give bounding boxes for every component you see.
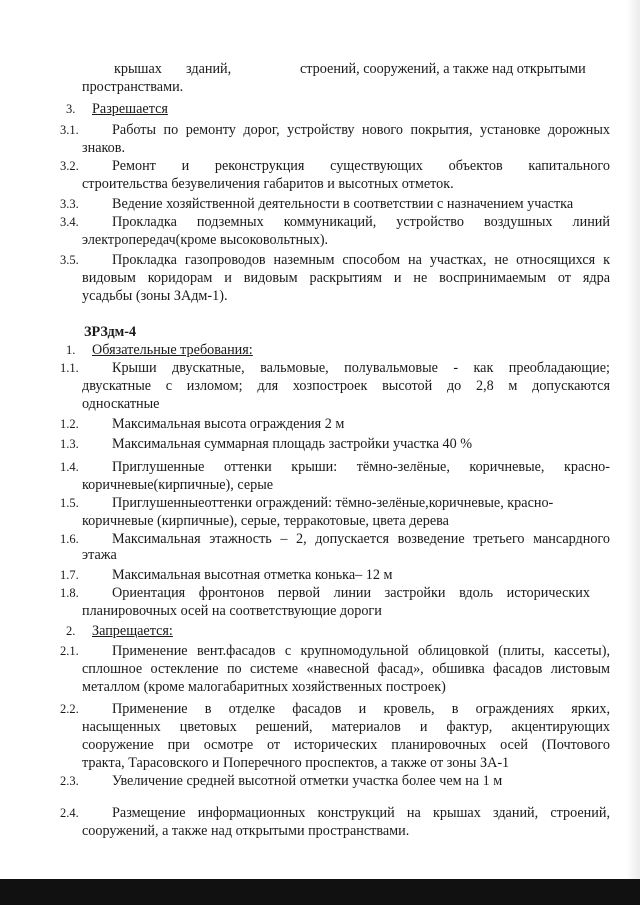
item-line: Размещение информационных конструкций на крышах зданий, строений, bbox=[112, 805, 610, 821]
item-line: сооружение при осмотре от исторических планировочных осей (Почтового bbox=[82, 737, 610, 753]
item-number: 2.2. bbox=[60, 702, 79, 716]
section-number: 1. bbox=[66, 343, 76, 357]
item-number: 1.7. bbox=[60, 568, 79, 582]
item-number: 3.4. bbox=[60, 215, 79, 229]
item-line: Применение вент.фасадов с крупномодульной облицовкой (плиты, кассеты), bbox=[112, 643, 610, 659]
item-number: 2.3. bbox=[60, 774, 79, 788]
intro-word-1: крышах bbox=[114, 61, 162, 77]
scan-bottom-border bbox=[0, 879, 640, 905]
zone-heading: ЗРЗдм-4 bbox=[84, 324, 137, 340]
item-line: электропередач(кроме высоковольтных). bbox=[82, 232, 329, 248]
item-line: Максимальная этажность – 2, допускается возведение третьего мансардного bbox=[112, 531, 610, 547]
section-title-prohibited: Запрещается: bbox=[92, 623, 173, 639]
item-line: односкатные bbox=[82, 396, 160, 412]
item-line: Приглушенные оттенки крыши: тёмно-зелёные, коричневые, красно- bbox=[112, 459, 610, 475]
item-line: металлом (кроме малогабаритных хозяйственных построек) bbox=[82, 679, 446, 695]
item-line: усадьбы (зоны ЗАдм-1). bbox=[82, 288, 228, 304]
item-number: 1.5. bbox=[60, 496, 79, 510]
section-title-permitted: Разрешается bbox=[92, 101, 168, 117]
item-line: Ориентация фронтонов первой линии застройки вдоль исторических bbox=[112, 585, 590, 601]
item-line: Крыши двускатные, вальмовые, полувальмовые - как преобладающие; bbox=[112, 360, 610, 376]
item-line: Применение в отделке фасадов и кровель, в ограждениях ярких, bbox=[112, 701, 610, 717]
item-line: строительства безувеличения габаритов и высотных отметок. bbox=[82, 176, 454, 192]
item-number: 1.6. bbox=[60, 532, 79, 546]
item-line: насыщенных цветовых решений, материалов и фактур, акцентирующих bbox=[82, 719, 610, 735]
section-title-requirements: Обязательные требования: bbox=[92, 342, 253, 358]
section-number: 3. bbox=[66, 102, 76, 116]
item-line: Максимальная суммарная площадь застройки участка 40 % bbox=[112, 436, 473, 452]
item-line: сплошное остекление по системе «навесной фасад», обшивка фасадов листовым bbox=[82, 661, 610, 677]
intro-word-3: строений, сооружений, а также над открытыми bbox=[300, 61, 586, 77]
item-line: видовым коридорам и видовым раскрытиям и не воспринимаемым от ядра bbox=[82, 270, 610, 286]
item-line: сооружений, а также над открытыми пространствами. bbox=[82, 823, 410, 839]
item-number: 1.3. bbox=[60, 437, 79, 451]
item-line: коричневые(кирпичные), серые bbox=[82, 477, 274, 493]
item-line: Ведение хозяйственной деятельности в соответствии с назначением участка bbox=[112, 196, 574, 212]
intro-word-2: зданий, bbox=[186, 61, 232, 77]
intro-line-2: пространствами. bbox=[82, 79, 184, 95]
item-number: 1.8. bbox=[60, 586, 79, 600]
item-line: Максимальная высотная отметка конька– 12 м bbox=[112, 567, 393, 583]
item-line: планировочных осей на соответствующие дороги bbox=[82, 603, 382, 619]
item-line: тракта, Тарасовского и Поперечного проспектов, а также от зоны ЗА-1 bbox=[82, 755, 510, 771]
item-number: 3.5. bbox=[60, 253, 79, 267]
item-line: этажа bbox=[82, 547, 117, 563]
item-number: 3.3. bbox=[60, 197, 79, 211]
item-number: 1.4. bbox=[60, 460, 79, 474]
scan-edge-shadow bbox=[626, 0, 640, 880]
item-number: 1.1. bbox=[60, 361, 79, 375]
item-number: 3.1. bbox=[60, 123, 79, 137]
item-number: 2.1. bbox=[60, 644, 79, 658]
item-line: коричневые (кирпичные), серые, терракотовые, цвета дерева bbox=[82, 513, 449, 529]
section-number: 2. bbox=[66, 624, 76, 638]
item-line: Максимальная высота ограждения 2 м bbox=[112, 416, 345, 432]
item-line: знаков. bbox=[82, 140, 126, 156]
item-line: Прокладка газопроводов наземным способом на участках, не относящихся к bbox=[112, 252, 610, 268]
item-line: Приглушенныеоттенки ограждений: тёмно-зелёные,коричневые, красно- bbox=[112, 495, 554, 511]
item-number: 2.4. bbox=[60, 806, 79, 820]
item-line: Увеличение средней высотной отметки участка более чем на 1 м bbox=[112, 773, 503, 789]
item-line: Работы по ремонту дорог, устройству нового покрытия, установке дорожных bbox=[112, 122, 610, 138]
item-line: двускатные с изломом; для хозпостроек высотой до 2,8 м допускаются bbox=[82, 378, 610, 394]
item-line: Ремонт и реконструкция существующих объектов капитального bbox=[112, 158, 610, 174]
item-line: Прокладка подземных коммуникаций, устройство воздушных линий bbox=[112, 214, 610, 230]
item-number: 1.2. bbox=[60, 417, 79, 431]
item-number: 3.2. bbox=[60, 159, 79, 173]
